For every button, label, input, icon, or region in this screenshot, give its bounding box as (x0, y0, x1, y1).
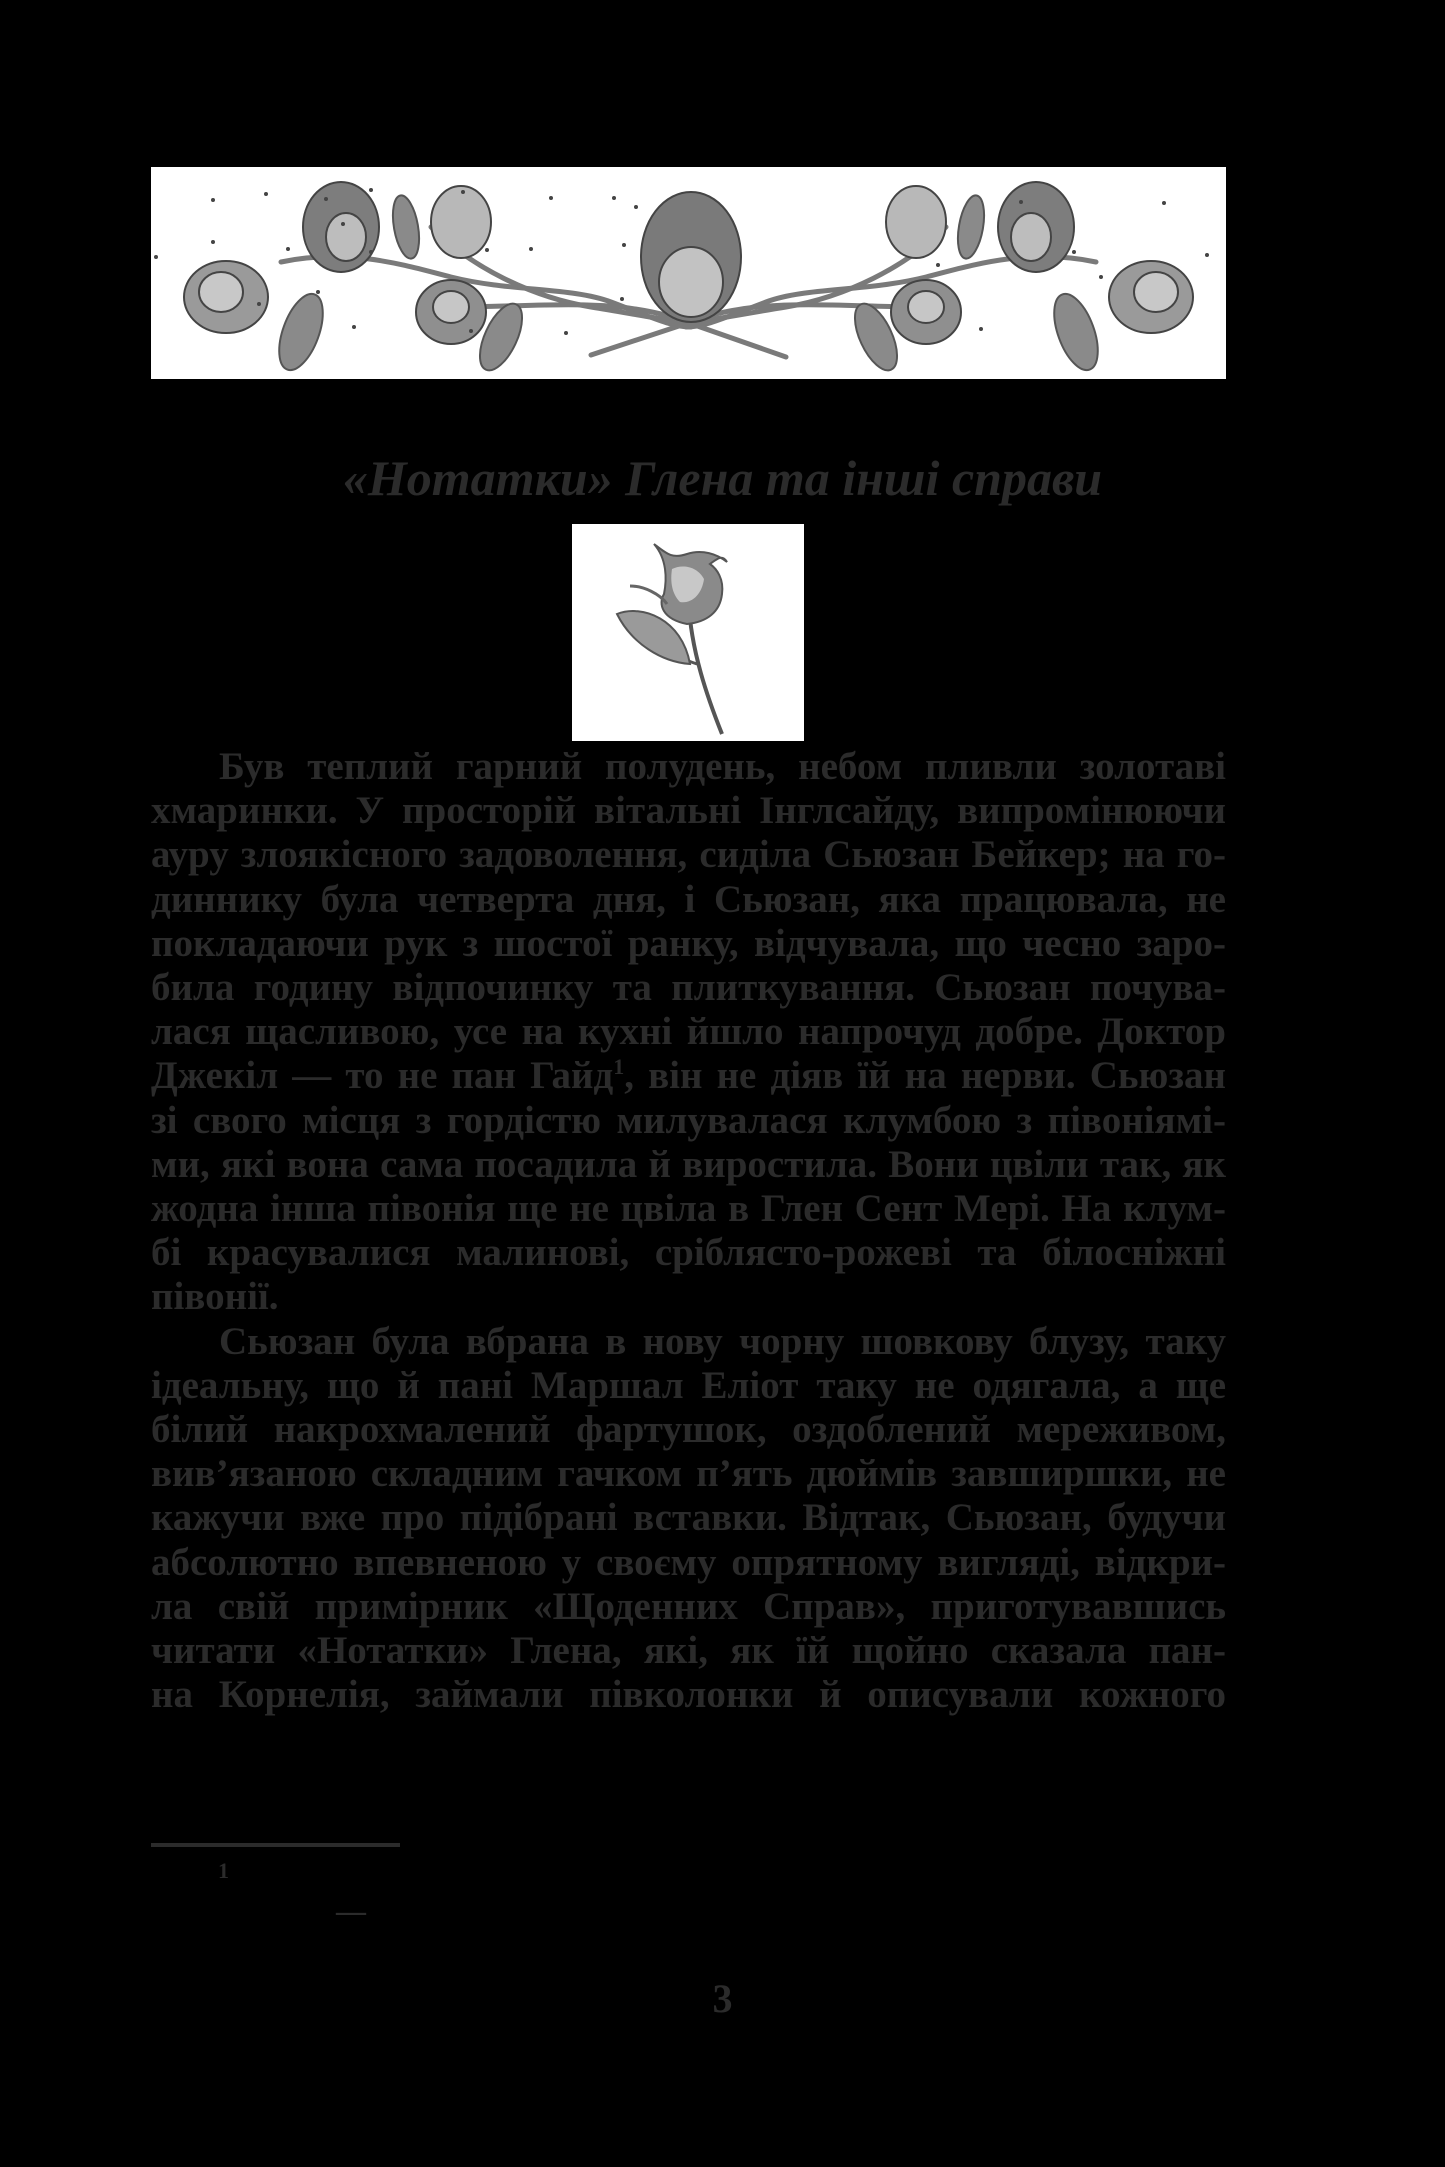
text-line: лася щасливою, усе на кухні йшло напрочуд добре. Доктор (151, 1010, 1226, 1054)
text-line: кажучи вже про підібрані вставки. Відтак, Сьюзан, будучи (151, 1496, 1226, 1540)
chapter-title: «Нотатки» Глена та інші справи (342, 450, 1103, 506)
text-line: білий накрохмалений фартушок, оздоблений мереживом, (151, 1408, 1226, 1452)
single-rose-icon (572, 524, 804, 741)
text-line: хмаринки. У просторій вітальні Інглсайду, випромінюючи (151, 789, 1226, 833)
text-line: бі красувалися малинові, сріблясто-рожеві та білосніжні (151, 1231, 1226, 1275)
text-line: ми, які вона сама посадила й виростила. Вони цвіли так, як (151, 1142, 1226, 1186)
text-fragment: на Корнелія, (151, 1673, 390, 1717)
text-line: абсолютно впевненою у своєму опрятному вигляді, відкри- (151, 1540, 1226, 1584)
footnote-reference[interactable]: 1 (613, 1054, 625, 1080)
text-line (151, 1054, 1226, 1098)
text-line (151, 1673, 1226, 1717)
rose-garland-banner (151, 167, 1226, 379)
page-number: 3 (712, 1976, 733, 2021)
rose-garland-icon (151, 167, 1226, 379)
footnote-marker: 1 (218, 1858, 229, 1883)
text-line: Був теплий гарний полудень, небом пливли золотаві (219, 745, 1226, 788)
text-fragment: , він не діяв їй на нерви. Сьюзан (624, 1054, 1227, 1098)
footnote-separator (151, 1843, 400, 1847)
text-line: Сьюзан була вбрана в нову чорну шовкову блузу, таку (219, 1319, 1226, 1363)
text-line: била годину відпочинку та плиткування. Сьюзан почува- (151, 966, 1226, 1010)
text-line: покладаючи рук з шостої ранку, відчувала, що чесно заро- (151, 921, 1226, 965)
text-fragment: Джекіл — то не пан Гайд (151, 1054, 614, 1098)
text-line: ідеальну, що й пані Маршал Еліот таку не одягала, а ще (151, 1363, 1226, 1407)
body-text (151, 745, 1226, 1717)
text-line: диннику була четверта дня, і Сьюзан, яка працювала, не (151, 877, 1226, 921)
text-line: ауру злоякісного задоволення, сиділа Сьюзан Бейкер; на го- (151, 833, 1226, 877)
text-line: жодна інша півонія ще не цвіла в Глен Сент Мері. На клум- (151, 1187, 1226, 1231)
text-line: півонії. (151, 1275, 279, 1319)
text-fragment: займали півколонки й описували кожного (415, 1673, 1226, 1717)
text-line: вив’язаною складним гачком п’ять дюймів завширшки, не (151, 1452, 1226, 1496)
text-line: ла свій примірник «Щоденних Справ», приготувавшись (151, 1584, 1226, 1628)
text-line: зі свого місця з гордістю милувалася клумбою з півоніямі- (151, 1098, 1226, 1142)
footnote-text: — (336, 1895, 366, 1928)
rose-vignette (572, 524, 804, 741)
text-line: читати «Нотатки» Глена, які, як їй щойно сказала пан- (151, 1629, 1226, 1673)
